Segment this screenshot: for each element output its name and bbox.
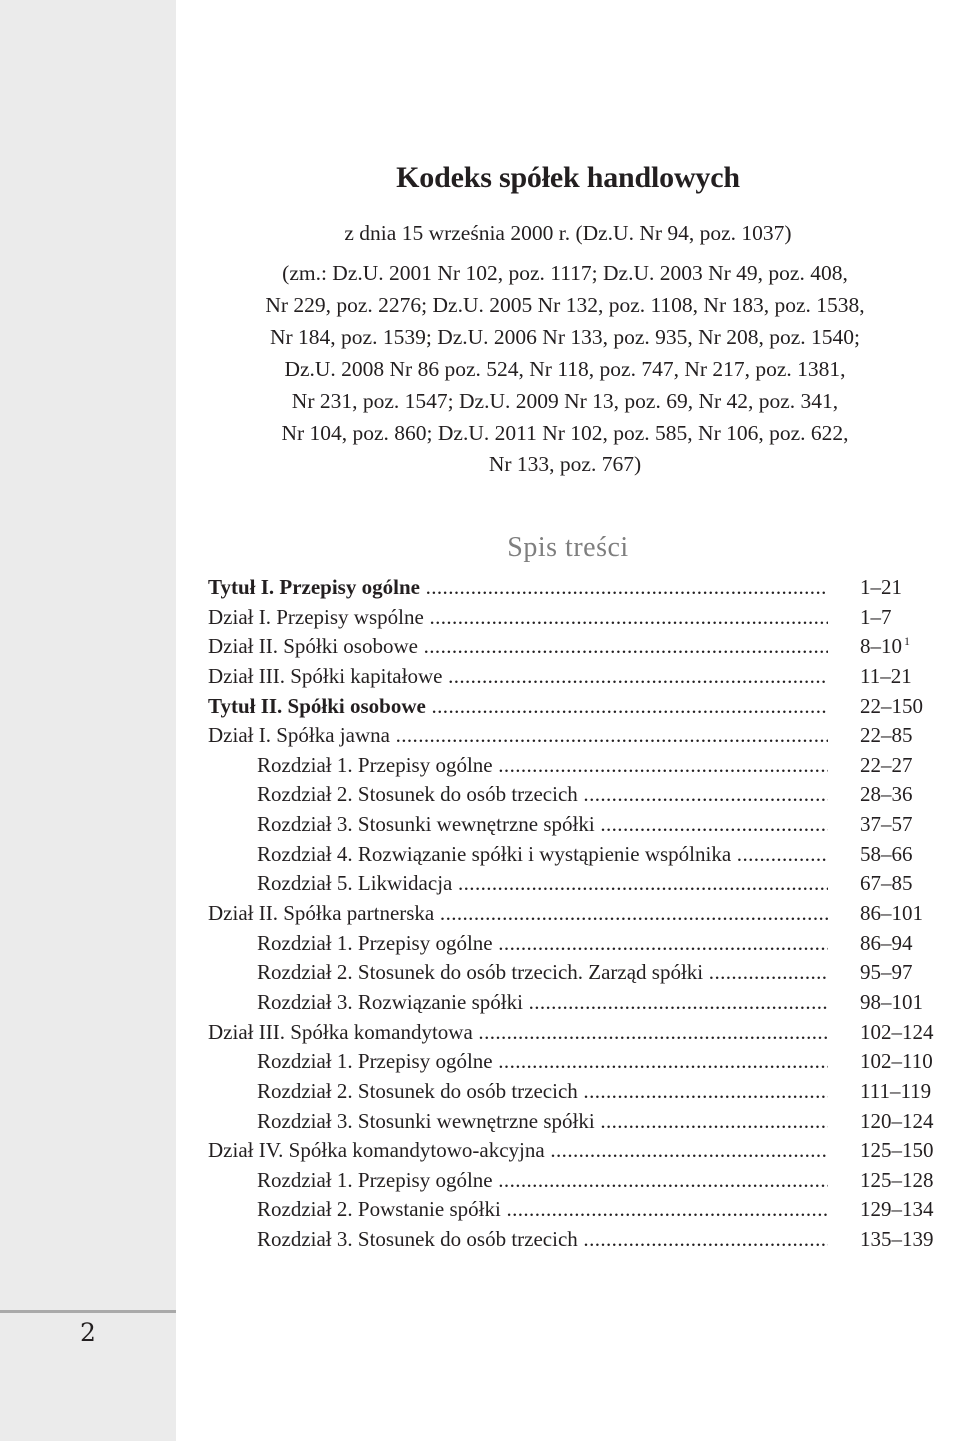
toc-entry-range: 111–119 xyxy=(860,1078,932,1103)
toc-entry xyxy=(208,929,948,959)
amendment-line: Nr 231, poz. 1547; Dz.U. 2009 Nr 13, poz. 69, Nr 42, poz. 341, xyxy=(291,388,839,413)
toc-entry-label: Rozdział 1. Przepisy ogólne xyxy=(257,1049,493,1074)
toc-entry xyxy=(208,721,948,751)
amendment-line: Nr 229, poz. 2276; Dz.U. 2005 Nr 132, poz. 1108, Nr 183, poz. 1538, xyxy=(265,292,865,317)
toc-entry-superscript: 1 xyxy=(904,634,910,649)
toc-entry-range: 28–36 xyxy=(860,782,913,807)
toc-entry-label: Dział II. Spółka partnerska xyxy=(208,901,435,926)
toc-entry xyxy=(208,603,948,633)
toc-entry-range: 125–150 xyxy=(860,1138,934,1163)
toc-entry-label: Rozdział 2. Powstanie spółki xyxy=(257,1197,501,1222)
toc-entry-label: Rozdział 2. Stosunek do osób trzecich. Zarząd spółki xyxy=(257,960,704,985)
toc-entry xyxy=(208,1195,948,1225)
toc-entry-label: Dział II. Spółki osobowe xyxy=(208,634,418,659)
toc-entry-range: 98–101 xyxy=(860,989,923,1014)
toc-entry-label: Rozdział 3. Stosunek do osób trzecich xyxy=(257,1227,578,1252)
amendments-block xyxy=(200,258,930,481)
toc-entry-range: 102–124 xyxy=(860,1019,934,1044)
toc-entry-range: 120–124 xyxy=(860,1108,934,1133)
page-number: 2 xyxy=(80,1318,96,1347)
document-title: Kodeks spółek handlowych xyxy=(396,161,740,194)
toc-entry xyxy=(208,632,948,662)
toc-entry xyxy=(208,1166,948,1196)
toc-entry xyxy=(208,780,948,810)
toc-entry-range: 11–21 xyxy=(860,663,912,688)
toc-entry-range: 86–101 xyxy=(860,901,923,926)
toc-entry-range: 22–150 xyxy=(860,693,923,718)
toc-entry xyxy=(208,692,948,722)
toc-heading: Spis treści xyxy=(507,532,629,563)
toc-entry xyxy=(208,1018,948,1048)
toc-entry-label: Dział I. Przepisy wspólne xyxy=(208,604,424,629)
toc-entry xyxy=(208,958,948,988)
toc-entry-range: 86–94 xyxy=(860,930,913,955)
toc-entry-range: 37–57 xyxy=(860,812,913,837)
amendment-line: Nr 184, poz. 1539; Dz.U. 2006 Nr 133, poz. 935, Nr 208, poz. 1540; xyxy=(270,324,860,349)
toc-entry xyxy=(208,1077,948,1107)
toc-entry-label: Rozdział 1. Przepisy ogólne xyxy=(257,930,493,955)
toc-entry-range: 22–85 xyxy=(860,723,913,748)
toc-entry xyxy=(208,840,948,870)
toc-entry-label: Dział IV. Spółka komandytowo-akcyjna xyxy=(208,1138,545,1163)
amendment-line: (zm.: Dz.U. 2001 Nr 102, poz. 1117; Dz.U. 2003 Nr 49, poz. 408, xyxy=(282,261,848,285)
toc-entry-range: 8–10 xyxy=(860,634,902,659)
toc-entry-label: Tytuł I. Przepisy ogólne xyxy=(208,575,420,599)
toc-entry xyxy=(208,573,948,603)
toc-entry xyxy=(208,1225,948,1255)
toc-entry-range: 95–97 xyxy=(860,960,913,985)
toc-entry xyxy=(208,810,948,840)
toc-entry-label: Tytuł II. Spółki osobowe xyxy=(208,693,426,718)
margin-footer-strip xyxy=(0,1372,176,1441)
document-date-line: z dnia 15 września 2000 r. (Dz.U. Nr 94, poz. 1037) xyxy=(344,221,792,245)
toc-entry-range: 67–85 xyxy=(860,871,913,896)
toc-entry xyxy=(208,1107,948,1137)
toc-entry xyxy=(208,899,948,929)
toc-entry xyxy=(208,988,948,1018)
toc-entry-label: Rozdział 3. Stosunki wewnętrzne spółki xyxy=(257,812,595,837)
amendment-line: Nr 133, poz. 767) xyxy=(488,452,642,477)
toc-entry xyxy=(208,1047,948,1077)
toc-entry-label: Rozdział 1. Przepisy ogólne xyxy=(257,752,493,777)
toc-entry-label: Rozdział 5. Likwidacja xyxy=(257,871,453,896)
toc-entry-range: 22–27 xyxy=(860,752,913,777)
toc-entry-label: Rozdział 1. Przepisy ogólne xyxy=(257,1167,493,1192)
amendment-line: Dz.U. 2008 Nr 86 poz. 524, Nr 118, poz. 747, Nr 217, poz. 1381, xyxy=(284,356,846,381)
toc-entry-range: 125–128 xyxy=(860,1167,934,1192)
toc-entry-range: 58–66 xyxy=(860,841,913,866)
toc-entry xyxy=(208,869,948,899)
toc-entry-range-wrap xyxy=(860,632,910,662)
toc-entry-label: Dział III. Spółka komandytowa xyxy=(208,1019,473,1044)
toc-entry xyxy=(208,662,948,692)
toc-entry-range: 102–110 xyxy=(860,1049,933,1074)
toc-entry-range: 1–21 xyxy=(860,575,902,599)
toc-entry xyxy=(208,1136,948,1166)
toc-entry-label: Rozdział 4. Rozwiązanie spółki i wystąpienie wspólnika xyxy=(257,841,732,866)
toc-entry-label: Rozdział 3. Stosunki wewnętrzne spółki xyxy=(257,1108,595,1133)
margin-divider xyxy=(0,1310,176,1313)
toc-entry-label: Rozdział 2. Stosunek do osób trzecich xyxy=(257,1078,578,1103)
toc-entry-label: Rozdział 3. Rozwiązanie spółki xyxy=(257,989,523,1014)
table-of-contents xyxy=(208,573,948,1255)
amendment-line: Nr 104, poz. 860; Dz.U. 2011 Nr 102, poz. 585, Nr 106, poz. 622, xyxy=(281,420,849,445)
toc-entry-label: Rozdział 2. Stosunek do osób trzecich xyxy=(257,782,578,807)
page-margin-sidebar xyxy=(0,0,176,1441)
toc-entry-label: Dział I. Spółka jawna xyxy=(208,723,390,748)
toc-entry xyxy=(208,751,948,781)
toc-entry-label: Dział III. Spółki kapitałowe xyxy=(208,663,443,688)
toc-entry-range: 135–139 xyxy=(860,1227,934,1252)
toc-entry-range: 1–7 xyxy=(860,604,892,629)
toc-entry-range: 129–134 xyxy=(860,1197,934,1222)
